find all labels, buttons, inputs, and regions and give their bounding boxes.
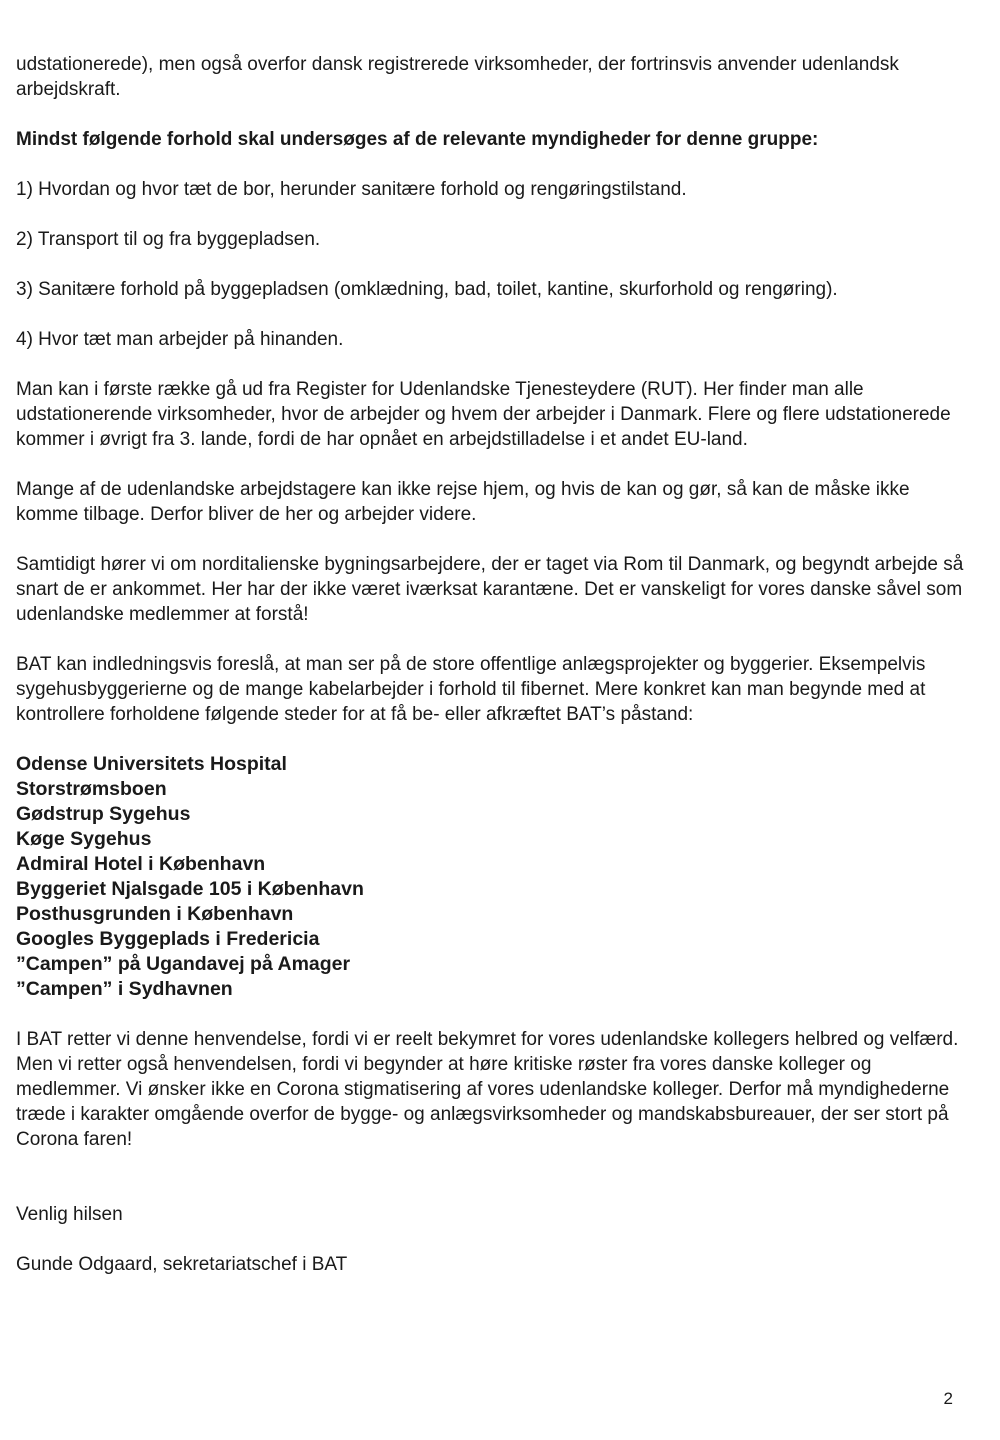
- point-2: 2) Transport til og fra byggepladsen.: [16, 229, 321, 250]
- site-item: Odense Universitets Hospital: [16, 753, 287, 775]
- greeting: Venlig hilsen: [16, 1204, 123, 1225]
- site-item: Gødstrup Sygehus: [16, 803, 191, 825]
- page-number: 2: [943, 1389, 953, 1408]
- paragraph-proposal: BAT kan indledningsvis foreslå, at man ser på de store offentlige anlægsprojekter og byggerier. Eksempelvis sygehusbyggerierne og de mange kabelarbejder i forhold til fibernet. Mere konkret kan man begynde med at kontrollere forholdene følgende steder for at få be- eller afkræftet BAT’s påstand:: [16, 654, 926, 725]
- point-3: 3) Sanitære forhold på byggepladsen (omklædning, bad, toilet, kantine, skurforhold og rengøring).: [16, 279, 838, 300]
- conclusion-paragraph: I BAT retter vi denne henvendelse, fordi vi er reelt bekymret for vores udenlandske kollegers helbred og velfærd. Men vi retter også henvendelsen, fordi vi begynder at høre kritiske røster fra vores danske kolleger og medlemmer. Vi ønsker ikke en Corona stigmatisering af vores udenlandske kolleger. Derfor må myndighederne træde i karakter omgående overfor de bygge- og anlægsvirksomheder og mandskabsbureauer, der ser stort på Corona faren!: [16, 1029, 959, 1150]
- paragraph-workers: Mange af de udenlandske arbejdstagere kan ikke rejse hjem, og hvis de kan og gør, så kan de måske ikke komme tilbage. Derfor bliver de her og arbejder videre.: [16, 479, 910, 525]
- section-heading: Mindst følgende forhold skal undersøges af de relevante myndigheder for denne gruppe:: [16, 129, 819, 150]
- site-item: ”Campen” i Sydhavnen: [16, 978, 233, 1000]
- site-item: Storstrømsboen: [16, 778, 167, 800]
- site-item: Admiral Hotel i København: [16, 853, 266, 875]
- signature: Gunde Odgaard, sekretariatschef i BAT: [16, 1254, 348, 1275]
- document-page: [16, 52, 966, 1302]
- paragraph-italy: Samtidigt hører vi om norditalienske bygningsarbejdere, der er taget via Rom til Danmark, og begyndt arbejde så snart de er ankommet. Her har der ikke været iværksat karantæne. Det er vanskeligt for vores danske såvel som udenlandske medlemmer at forstå!: [16, 554, 964, 625]
- spacer: [16, 1177, 966, 1202]
- point-4: 4) Hvor tæt man arbejder på hinanden.: [16, 329, 344, 350]
- site-list: [16, 752, 966, 1002]
- site-item: Byggeriet Njalsgade 105 i København: [16, 878, 364, 900]
- site-item: ”Campen” på Ugandavej på Amager: [16, 953, 351, 975]
- paragraph-rut: Man kan i første række gå ud fra Register for Udenlandske Tjenesteydere (RUT). Her finder man alle udstationerende virksomheder, hvor de arbejder og hvem der arbejder i Danmark. Flere og flere udstationerede kommer i øvrigt fra 3. lande, fordi de har opnået en arbejdstilladelse i et andet EU-land.: [16, 379, 951, 450]
- intro-paragraph: udstationerede), men også overfor dansk registrerede virksomheder, der fortrinsvis anvender udenlandsk arbejdskraft.: [16, 54, 899, 100]
- point-1: 1) Hvordan og hvor tæt de bor, herunder sanitære forhold og rengøringstilstand.: [16, 179, 687, 200]
- site-item: Googles Byggeplads i Fredericia: [16, 928, 320, 950]
- site-item: Posthusgrunden i København: [16, 903, 294, 925]
- site-item: Køge Sygehus: [16, 828, 152, 850]
